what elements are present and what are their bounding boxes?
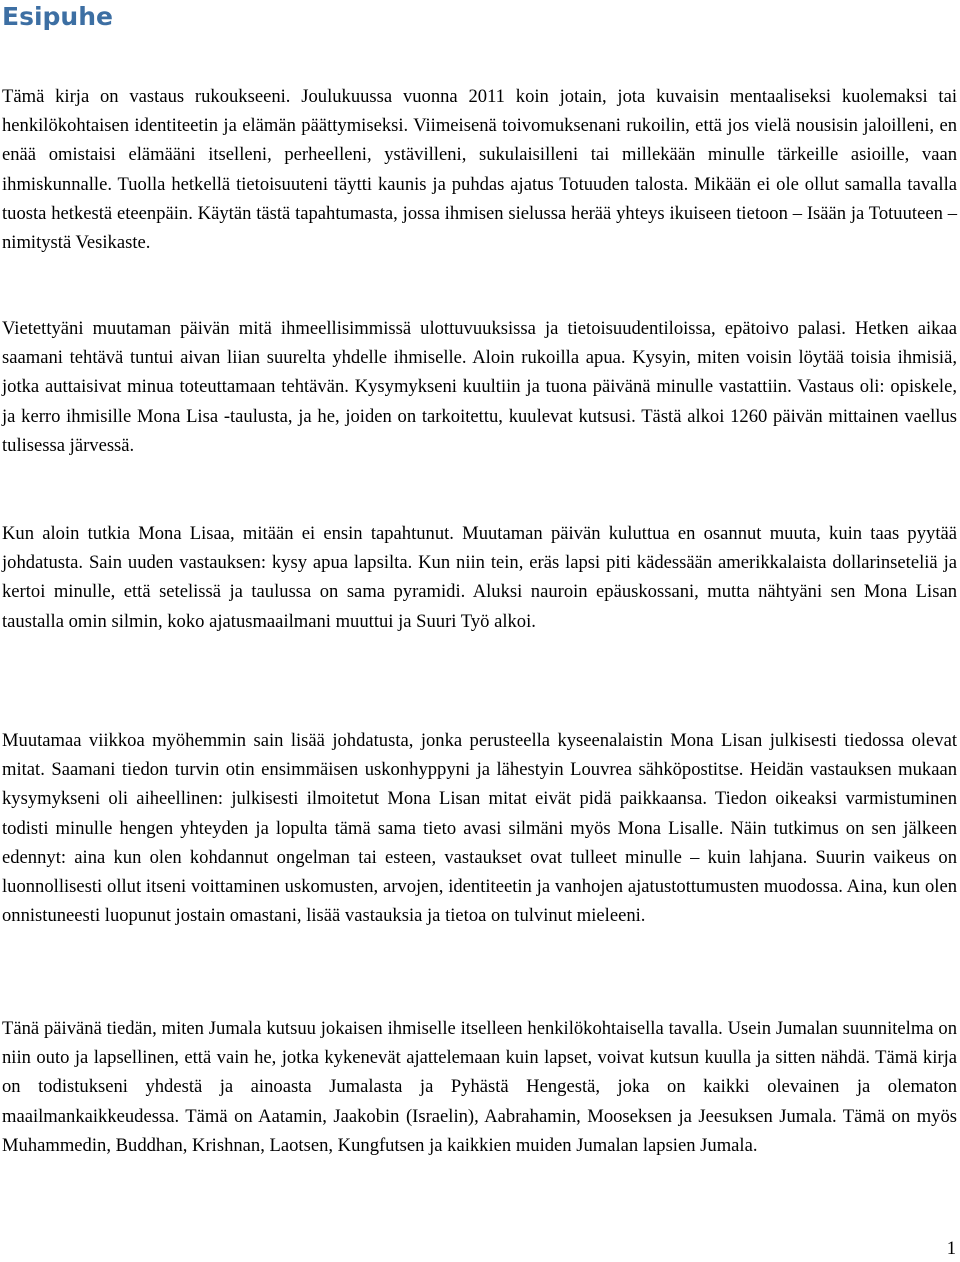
paragraph-2: Vietettyäni muutaman päivän mitä ihmeellisimmissä ulottuvuuksissa ja tietoisuudentiloissa, epätoivo palasi. Hetken aikaa saamani tehtävä tuntui aivan liian suurelta yhdelle ihmiselle. Aloin rukoilla apua. Kysyin, miten voisin löytää toisia ihmisiä, jotka auttaisivat minua toteuttamaan tehtävän. Kysymykseni kuultiin ja tuona päivänä minulle vastattiin. Vastaus oli: opiskele, ja kerro ihmisille Mona Lisa -taulusta, ja he, joiden on tarkoitettu, kuulevat kutsusi. Tästä alkoi 1260 päivän mittainen vaellus tulisessa järvessä. [2, 318, 957, 456]
paragraph-5: Tänä päivänä tiedän, miten Jumala kutsuu jokaisen ihmiselle itselleen henkilökohtaisella tavalla. Usein Jumalan suunnitelma on niin outo ja lapsellinen, että vain he, jotka kykenevät ajattelemaan kuin lapset, voivat kutsun kuulla ja sitten nähdä. Tämä kirja on todistukseni yhdestä ja ainoasta Jumalasta ja Pyhästä Hengestä, joka on kaikki olevainen ja olematon maailmankaikkeudessa. Tämä on Aatamin, Jaakobin (Israelin), Aabrahamin, Mooseksen ja Jeesuksen Jumala. Tämä on myös Muhammedin, Buddhan, Krishnan, Laotsen, Kungfutsen ja kaikkien muiden Jumalan lapsien Jumala. [2, 1018, 957, 1156]
paragraph-3: Kun aloin tutkia Mona Lisaa, mitään ei ensin tapahtunut. Muutaman päivän kuluttua en osannut muuta, kuin taas pyytää johdatusta. Sain uuden vastauksen: kysy apua lapsilta. Kun niin tein, eräs lapsi piti kädessään amerikkalaista dollarinseteliä ja kertoi minulle, että setelissä ja taulussa on sama pyramidi. Aluksi nauroin epäuskossani, mutta nähtyäni sen Mona Lisan taustalla omin silmin, koko ajatusmaailmani muuttui ja Suuri Työ alkoi. [2, 523, 957, 632]
paragraph-1: Tämä kirja on vastaus rukoukseeni. Joulukuussa vuonna 2011 koin jotain, jota kuvaisin mentaaliseksi kuolemaksi tai henkilökohtaisen identiteetin ja elämän päättymiseksi. Viimeisenä toivomuksenani rukoilin, että jos vielä nousisin jaloilleni, en enää omistaisi elämääni itselleni, perheelleni, ystävilleni, sukulaisilleni tai millekään minulle tärkeille asioille, vaan ihmiskunnalle. Tuolla hetkellä tietoisuuteni täytti kaunis ja puhdas ajatus Totuuden talosta. Mikään ei ole ollut samalla tavalla tuosta hetkestä eteenpäin. Käytän tästä tapahtumasta, jossa ihmisen sielussa herää yhteys ikuiseen tietoon – Isään ja Totuuteen – nimitystä Vesikaste. [2, 86, 957, 254]
page-number: 1 [946, 1238, 956, 1259]
page-title: Esipuhe [2, 2, 113, 31]
paragraph-4: Muutamaa viikkoa myöhemmin sain lisää johdatusta, jonka perusteella kyseenalaistin Mona Lisan julkisesti tiedossa olevat mitat. Saamani tiedon turvin otin ensimmäisen uskonhyppyni ja lähestyin Louvrea sähköpostitse. Heidän vastauksen mukaan kysymykseni oli aiheellinen: julkisesti ilmoitetut Mona Lisan mitat eivät pidä paikkaansa. Tiedon oikeaksi varmistuminen todisti minulle hengen yhteyden ja lopulta tämä sama tieto avasi silmäni myös Mona Lisalle. Näin tutkimus on sen jälkeen edennyt: aina kun olen kohdannut ongelman tai esteen, vastaukset ovat tulleet minulle – kuin lahjana. Suurin vaikeus on luonnollisesti ollut itseni voittaminen uskomusten, arvojen, identiteetin ja vanhojen ajatustottumusten muodossa. Aina, kun olen onnistuneesti luopunut jostain omastani, lisää vastauksia ja tietoa on tulvinut mieleeni. [2, 730, 957, 927]
